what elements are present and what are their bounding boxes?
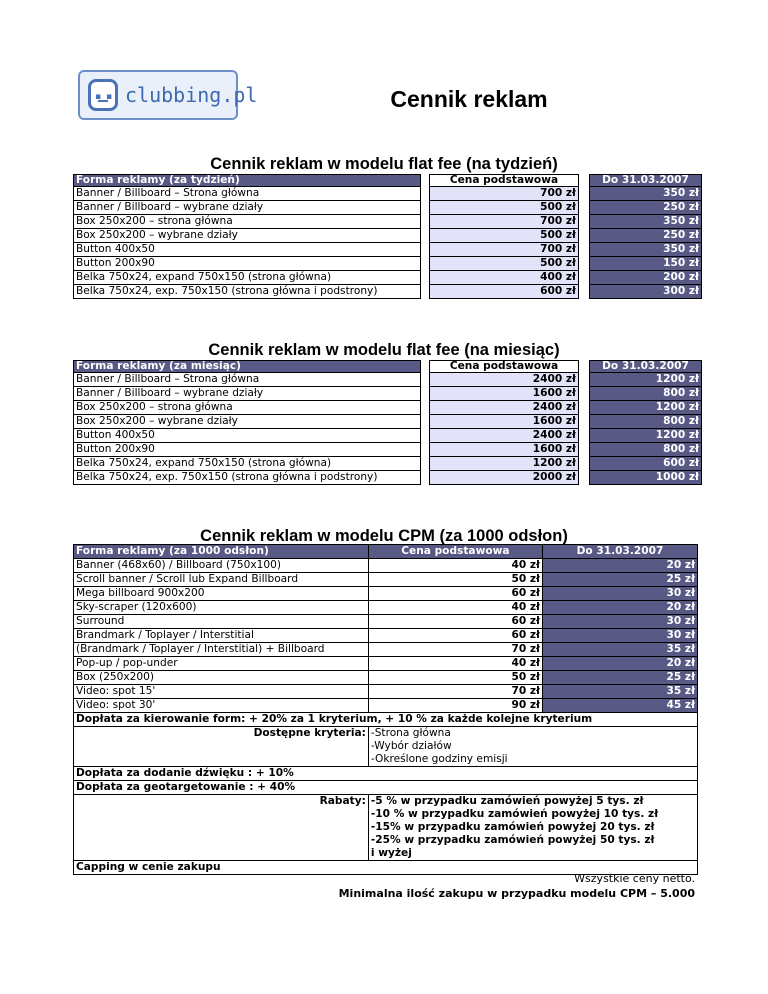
ad-form: Video: spot 30' [74, 699, 369, 713]
spacer [579, 175, 590, 187]
table-row [74, 457, 702, 471]
spacer [421, 215, 430, 229]
week-table [73, 174, 702, 299]
promo-price: 1200 zł [590, 401, 702, 415]
criteria-item: -Wybór działów [368, 740, 697, 753]
spacer [579, 387, 590, 401]
base-price: 700 zł [430, 215, 579, 229]
table-row [74, 215, 702, 229]
document-title-text: Cennik reklam [390, 86, 548, 112]
month-table [73, 360, 702, 485]
surcharge-sound-row [74, 767, 698, 781]
table-row [74, 601, 698, 615]
spacer [421, 457, 430, 471]
spacer [579, 443, 590, 457]
base-price: 50 zł [368, 573, 542, 587]
ad-form: Button 200x90 [74, 443, 421, 457]
ad-form: Banner / Billboard – wybrane działy [74, 201, 421, 215]
spacer [421, 285, 430, 299]
header-promo-price: Do 31.03.2007 [542, 545, 697, 559]
promo-price: 25 zł [542, 671, 697, 685]
discounts-label [74, 821, 369, 834]
spacer [421, 257, 430, 271]
logo-text: clubbing.pl [125, 83, 258, 107]
base-price: 2400 zł [430, 429, 579, 443]
spacer [579, 187, 590, 201]
spacer [579, 215, 590, 229]
header-base-price: Cena podstawowa [430, 175, 579, 187]
ad-form: (Brandmark / Toplayer / Interstitial) + Billboard [74, 643, 369, 657]
header-promo-price: Do 31.03.2007 [590, 175, 702, 187]
week-heading: Cennik reklam w modelu flat fee (na tydzień) [210, 155, 558, 173]
table-row [74, 559, 698, 573]
table-row [74, 401, 702, 415]
discounts-row [74, 834, 698, 847]
criteria-row [74, 727, 698, 741]
ad-form: Sky-scraper (120x600) [74, 601, 369, 615]
spacer [579, 471, 590, 485]
discounts-row [74, 795, 698, 809]
base-price: 400 zł [430, 271, 579, 285]
base-price: 70 zł [368, 643, 542, 657]
table-row [74, 243, 702, 257]
discounts-item: i wyżej [368, 847, 697, 861]
promo-price: 20 zł [542, 601, 697, 615]
criteria-item: -Strona główna [368, 727, 697, 741]
spacer [421, 415, 430, 429]
table-row [74, 229, 702, 243]
spacer [421, 443, 430, 457]
promo-price: 1200 zł [590, 373, 702, 387]
criteria-label: Dostępne kryteria: [74, 727, 369, 741]
table-row [74, 471, 702, 485]
spacer [421, 175, 430, 187]
table-row [74, 587, 698, 601]
criteria-item: -Określone godziny emisji [368, 753, 697, 767]
surcharge-geo-row [74, 781, 698, 795]
logo-eye-icon: ▪ [95, 92, 102, 102]
promo-price: 600 zł [590, 457, 702, 471]
base-price: 600 zł [430, 285, 579, 299]
table-row [74, 257, 702, 271]
surcharge-sound: Dopłata za dodanie dźwięku : + 10% [74, 767, 698, 781]
ad-form: Surround [74, 615, 369, 629]
footer-note-minimum: Minimalna ilość zakupu w przypadku modelu CPM – 5.000 [338, 887, 695, 900]
table-row [74, 615, 698, 629]
table-row [74, 657, 698, 671]
discounts-item: -10 % w przypadku zamówień powyżej 10 tys. zł [368, 808, 697, 821]
promo-price: 35 zł [542, 685, 697, 699]
table-row [74, 671, 698, 685]
table-row [74, 201, 702, 215]
spacer [579, 285, 590, 299]
discounts-label [74, 834, 369, 847]
base-price: 70 zł [368, 685, 542, 699]
spacer [421, 401, 430, 415]
spacer [421, 243, 430, 257]
promo-price: 35 zł [542, 643, 697, 657]
spacer [579, 415, 590, 429]
promo-price: 350 zł [590, 243, 702, 257]
promo-price: 800 zł [590, 443, 702, 457]
ad-form: Box 250x200 – wybrane działy [74, 415, 421, 429]
base-price: 1600 zł [430, 443, 579, 457]
spacer [421, 361, 430, 373]
promo-price: 350 zł [590, 215, 702, 229]
month-heading: Cennik reklam w modelu flat fee (na miesiąc) [208, 341, 560, 359]
header-form: Forma reklamy (za miesiąc) [74, 361, 421, 373]
header-form: Forma reklamy (za tydzień) [74, 175, 421, 187]
spacer [579, 361, 590, 373]
spacer [579, 429, 590, 443]
table-row [74, 443, 702, 457]
promo-price: 1200 zł [590, 429, 702, 443]
table-row [74, 285, 702, 299]
promo-price: 200 zł [590, 271, 702, 285]
table-row [74, 415, 702, 429]
table-row [74, 187, 702, 201]
discounts-row [74, 808, 698, 821]
ad-form: Mega billboard 900x200 [74, 587, 369, 601]
base-price: 1200 zł [430, 457, 579, 471]
ad-form: Banner (468x60) / Billboard (750x100) [74, 559, 369, 573]
header-base-price: Cena podstawowa [368, 545, 542, 559]
base-price: 2000 zł [430, 471, 579, 485]
criteria-label [74, 753, 369, 767]
promo-price: 30 zł [542, 615, 697, 629]
cpm-table [73, 544, 698, 875]
base-price: 2400 zł [430, 401, 579, 415]
table-row [74, 699, 698, 713]
spacer [579, 243, 590, 257]
spacer [579, 373, 590, 387]
table-row [74, 271, 702, 285]
promo-price: 30 zł [542, 629, 697, 643]
promo-price: 300 zł [590, 285, 702, 299]
promo-price: 45 zł [542, 699, 697, 713]
discounts-row [74, 847, 698, 861]
spacer [421, 429, 430, 443]
base-price: 90 zł [368, 699, 542, 713]
ad-form: Brandmark / Toplayer / Interstitial [74, 629, 369, 643]
ad-form: Pop-up / pop-under [74, 657, 369, 671]
ad-form: Banner / Billboard – wybrane działy [74, 387, 421, 401]
table-header-row [74, 175, 702, 187]
promo-price: 1000 zł [590, 471, 702, 485]
spacer [579, 201, 590, 215]
table-row [74, 685, 698, 699]
promo-price: 25 zł [542, 573, 697, 587]
base-price: 60 zł [368, 587, 542, 601]
promo-price: 350 zł [590, 187, 702, 201]
cpm-heading: Cennik reklam w modelu CPM (za 1000 odsłon) [200, 527, 568, 545]
spacer [579, 229, 590, 243]
base-price: 700 zł [430, 187, 579, 201]
criteria-label [74, 740, 369, 753]
spacer [421, 471, 430, 485]
ad-form: Belka 750x24, exp. 750x150 (strona główna i podstrony) [74, 471, 421, 485]
ad-form: Button 200x90 [74, 257, 421, 271]
base-price: 500 zł [430, 201, 579, 215]
promo-price: 30 zł [542, 587, 697, 601]
base-price: 2400 zł [430, 373, 579, 387]
capping: Capping w cenie zakupu [74, 861, 698, 875]
promo-price: 20 zł [542, 657, 697, 671]
header-form: Forma reklamy (za 1000 odsłon) [74, 545, 369, 559]
discounts-row [74, 821, 698, 834]
ad-form: Scroll banner / Scroll lub Expand Billboard [74, 573, 369, 587]
table-row [74, 643, 698, 657]
discounts-item: -25% w przypadku zamówień powyżej 50 tys. zł [368, 834, 697, 847]
table-row [74, 387, 702, 401]
base-price: 40 zł [368, 657, 542, 671]
table-row [74, 573, 698, 587]
ad-form: Video: spot 15' [74, 685, 369, 699]
ad-form: Box 250x200 – strona główna [74, 401, 421, 415]
table-header-row [74, 545, 698, 559]
ad-form: Belka 750x24, exp. 750x150 (strona główna i podstrony) [74, 285, 421, 299]
spacer [421, 187, 430, 201]
spacer [421, 271, 430, 285]
spacer [421, 201, 430, 215]
spacer [421, 387, 430, 401]
base-price: 700 zł [430, 243, 579, 257]
ad-form: Box 250x200 – strona główna [74, 215, 421, 229]
surcharge-targeting: Dopłata za kierowanie form: + 20% za 1 kryterium, + 10 % za każde kolejne kryterium [74, 713, 698, 727]
promo-price: 250 zł [590, 229, 702, 243]
criteria-row [74, 740, 698, 753]
base-price: 40 zł [368, 559, 542, 573]
surcharge-targeting-row [74, 713, 698, 727]
base-price: 500 zł [430, 229, 579, 243]
promo-price: 800 zł [590, 387, 702, 401]
footer-note-prices: Wszystkie ceny netto. [574, 872, 695, 885]
discounts-label [74, 847, 369, 861]
discounts-item: -5 % w przypadku zamówień powyżej 5 tys. zł [368, 795, 697, 809]
header-promo-price: Do 31.03.2007 [590, 361, 702, 373]
ad-form: Button 400x50 [74, 243, 421, 257]
spacer [579, 457, 590, 471]
document-title [0, 86, 768, 113]
ad-form: Belka 750x24, expand 750x150 (strona główna) [74, 271, 421, 285]
spacer [421, 373, 430, 387]
logo-eye-icon: ▪ [106, 92, 113, 102]
base-price: 60 zł [368, 629, 542, 643]
surcharge-geo: Dopłata za geotargetowanie : + 40% [74, 781, 698, 795]
table-row [74, 373, 702, 387]
promo-price: 800 zł [590, 415, 702, 429]
ad-form: Button 400x50 [74, 429, 421, 443]
criteria-row [74, 753, 698, 767]
base-price: 50 zł [368, 671, 542, 685]
table-row [74, 629, 698, 643]
base-price: 40 zł [368, 601, 542, 615]
base-price: 500 zł [430, 257, 579, 271]
ad-form: Box 250x200 – wybrane działy [74, 229, 421, 243]
ad-form: Belka 750x24, expand 750x150 (strona główna) [74, 457, 421, 471]
spacer [421, 229, 430, 243]
table-header-row [74, 361, 702, 373]
promo-price: 20 zł [542, 559, 697, 573]
spacer [579, 401, 590, 415]
spacer [579, 257, 590, 271]
base-price: 1600 zł [430, 387, 579, 401]
table-row [74, 429, 702, 443]
header-base-price: Cena podstawowa [430, 361, 579, 373]
discounts-label: Rabaty: [74, 795, 369, 809]
promo-price: 150 zł [590, 257, 702, 271]
base-price: 60 zł [368, 615, 542, 629]
discounts-label [74, 808, 369, 821]
base-price: 1600 zł [430, 415, 579, 429]
ad-form: Box (250x200) [74, 671, 369, 685]
spacer [579, 271, 590, 285]
ad-form: Banner / Billboard – Strona główna [74, 187, 421, 201]
ad-form: Banner / Billboard – Strona główna [74, 373, 421, 387]
promo-price: 250 zł [590, 201, 702, 215]
discounts-item: -15% w przypadku zamówień powyżej 20 tys. zł [368, 821, 697, 834]
